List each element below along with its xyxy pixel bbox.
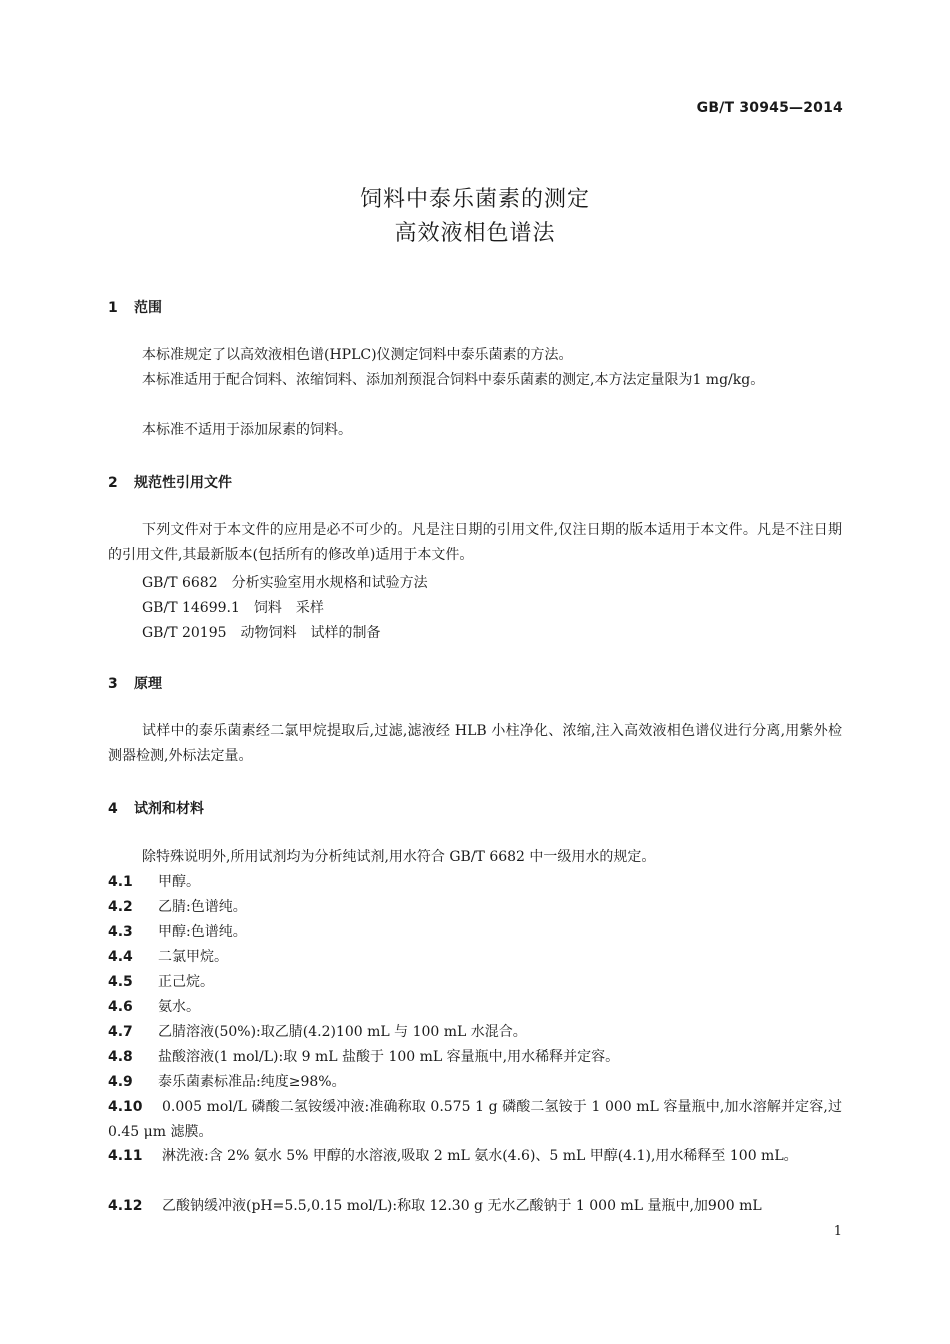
item-number: 4.5 [108, 974, 133, 990]
list-item [108, 920, 842, 945]
list-item [108, 870, 842, 895]
item-number: 4.6 [108, 999, 133, 1015]
section-title: 原理 [134, 676, 162, 692]
item-number: 4.2 [108, 899, 133, 915]
list-item [108, 1194, 842, 1219]
item-text: 二氯甲烷。 [158, 949, 228, 965]
item-text: 盐酸溶液(1 mol/L):取 9 mL 盐酸于 100 mL 容量瓶中,用水稀释并定容。 [158, 1049, 620, 1065]
list-item [108, 945, 842, 970]
section-title: 范围 [134, 300, 162, 316]
paragraph: 本标准不适用于添加尿素的饲料。 [142, 422, 352, 438]
paragraph: 本标准适用于配合饲料、浓缩饲料、添加剂预混合饲料中泰乐菌素的测定,本方法定量限为1 mg/kg。 [142, 372, 765, 388]
item-number: 4.4 [108, 949, 133, 965]
item-number: 4.11 [108, 1148, 143, 1164]
page-number: 1 [833, 1224, 842, 1239]
section-heading-scope [108, 297, 162, 317]
paragraph: 本标准规定了以高效液相色谱(HPLC)仪测定饲料中泰乐菌素的方法。 [142, 347, 573, 363]
list-item [108, 895, 842, 920]
section-number: 1 [108, 300, 118, 316]
item-text: 正己烷。 [158, 974, 214, 990]
list-item [108, 1045, 842, 1070]
item-text: 0.005 mol/L 磷酸二氢铵缓冲液:准确称取 0.575 1 g 磷酸二氢铵于 1 000 mL 容量瓶中,加水溶解并定容,过 0.45 μm 滤膜。 [108, 1099, 842, 1140]
item-number: 4.3 [108, 924, 133, 940]
section-number: 3 [108, 676, 118, 692]
item-text: 甲醇。 [158, 874, 200, 890]
section-heading-principle [108, 673, 162, 693]
item-text: 泰乐菌素标准品:纯度≥98%。 [158, 1074, 346, 1090]
item-text: 乙酸钠缓冲液(pH=5.5,0.15 mol/L):称取 12.30 g 无水乙酸钠于 1 000 mL 量瓶中,加900 mL [162, 1198, 762, 1214]
list-item [108, 1144, 842, 1169]
paragraph: 下列文件对于本文件的应用是必不可少的。凡是注日期的引用文件,仅注日期的版本适用于本文件。凡是不注日期的引用文件,其最新版本(包括所有的修改单)适用于本文件。 [108, 522, 842, 563]
reference-item: GB/T 20195 动物饲料 试样的制备 [142, 625, 381, 641]
item-number: 4.8 [108, 1049, 133, 1065]
section-title: 试剂和材料 [134, 801, 204, 817]
item-text: 乙腈溶液(50%):取乙腈(4.2)100 mL 与 100 mL 水混合。 [158, 1024, 527, 1040]
list-item [108, 1020, 842, 1045]
section-heading-references [108, 472, 232, 492]
item-text: 乙腈:色谱纯。 [158, 899, 247, 915]
paragraph: 试样中的泰乐菌素经二氯甲烷提取后,过滤,滤液经 HLB 小柱净化、浓缩,注入高效液相色谱仪进行分离,用紫外检测器检测,外标法定量。 [108, 723, 842, 764]
document-title: 饲料中泰乐菌素的测定 [359, 187, 590, 212]
list-item [108, 970, 842, 995]
list-item [108, 995, 842, 1020]
item-number: 4.12 [108, 1198, 143, 1214]
section-number: 4 [108, 801, 118, 817]
item-number: 4.7 [108, 1024, 133, 1040]
item-text: 淋洗液:含 2% 氨水 5% 甲醇的水溶液,吸取 2 mL 氨水(4.6)、5 mL 甲醇(4.1),用水稀释至 100 mL。 [162, 1148, 798, 1164]
item-text: 甲醇:色谱纯。 [158, 924, 247, 940]
standard-code: GB/T 30945—2014 [696, 100, 843, 116]
item-number: 4.10 [108, 1099, 143, 1115]
item-number: 4.9 [108, 1074, 133, 1090]
section-number: 2 [108, 475, 118, 491]
list-item [108, 1095, 842, 1144]
reference-item: GB/T 14699.1 饲料 采样 [142, 600, 324, 616]
section-title: 规范性引用文件 [134, 475, 232, 491]
item-number: 4.1 [108, 874, 133, 890]
section-heading-reagents [108, 798, 204, 818]
paragraph: 除特殊说明外,所用试剂均为分析纯试剂,用水符合 GB/T 6682 中一级用水的规定。 [142, 849, 656, 865]
list-item [108, 1070, 842, 1095]
document-subtitle: 高效液相色谱法 [394, 221, 556, 246]
item-text: 氨水。 [158, 999, 200, 1015]
reference-item: GB/T 6682 分析实验室用水规格和试验方法 [142, 575, 428, 591]
